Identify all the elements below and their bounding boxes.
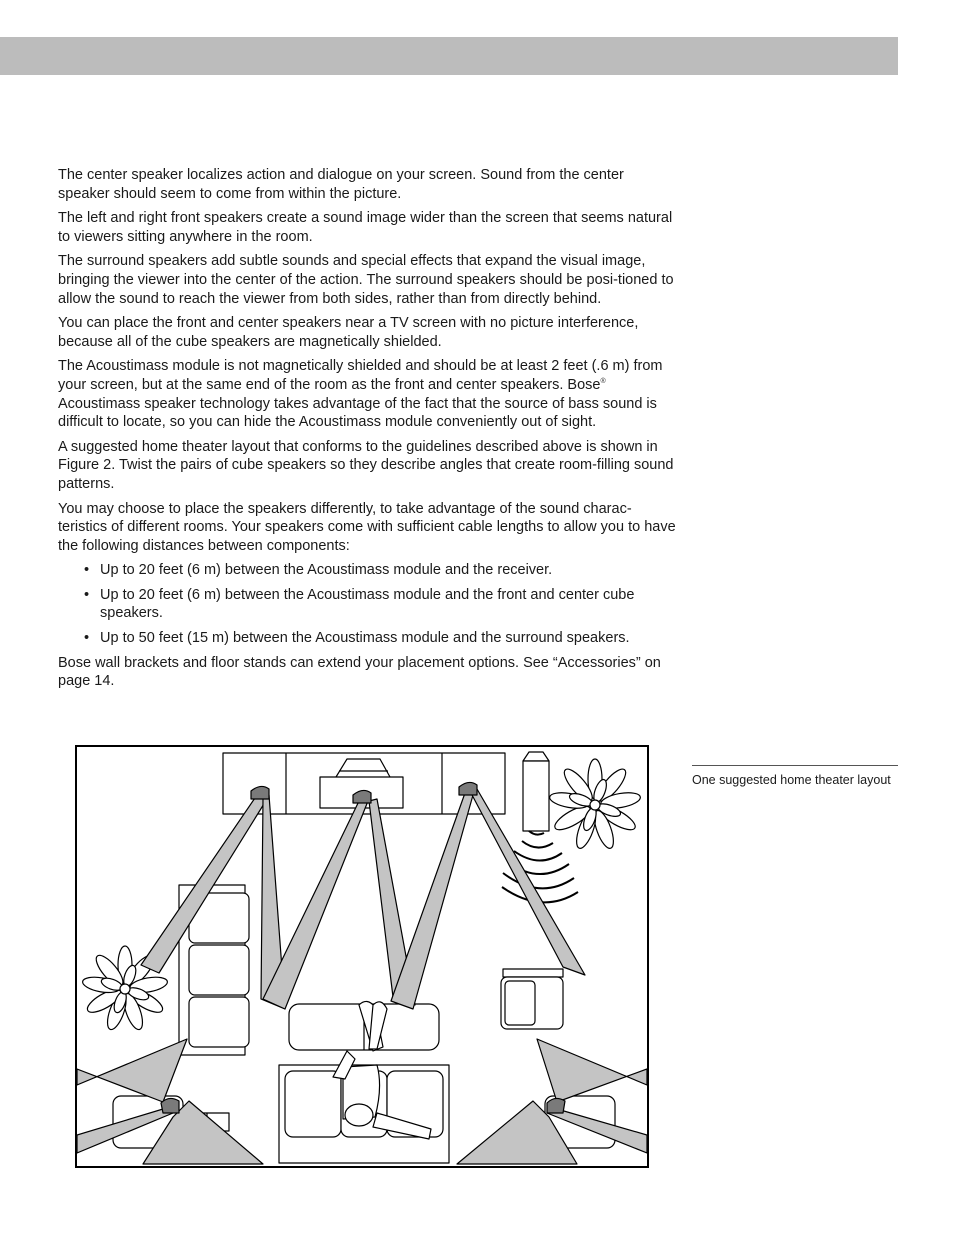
list-item-text: Up to 20 feet (6 m) between the Acoustimass module and the receiver. (100, 562, 553, 579)
registered-mark: ® (600, 378, 606, 386)
bullet-glyph: • (84, 586, 90, 603)
body-text (58, 166, 676, 697)
paragraph-center-speaker: The center speaker localizes action and dialogue on your screen. Sound from the center speaker should seem to come from within the picture. (58, 167, 624, 202)
list-item (58, 561, 676, 580)
paragraph-suggested-layout: A suggested home theater layout that conforms to the guidelines described above is shown in Figure 2. Twist the pairs of cube speakers so they describe angles that create room-filling sound patterns. (58, 438, 674, 492)
header-band (0, 37, 898, 75)
paragraph-magnetic-shielding: You can place the front and center speakers near a TV screen with no picture interference, because all of the cube speakers are magnetically shielded. (58, 315, 639, 350)
paragraph-acoustimass-module (58, 357, 676, 431)
paragraph-surround-speakers: The surround speakers add subtle sounds and special effects that expand the visual image, bringing the viewer into the center of the action. The surround speakers should be posi-tioned to allow the sound to reach the viewer from both sides, rather than from directly behind. (58, 253, 674, 307)
paragraph-front-speakers: The left and right front speakers create a sound image wider than the screen that seems natural to viewers sitting anywhere in the room. (58, 210, 673, 245)
armchair (501, 969, 563, 1029)
list-item-text: Up to 50 feet (15 m) between the Acoustimass module and the surround speakers. (100, 630, 630, 647)
room-layout-diagram (77, 747, 647, 1166)
list-item (58, 629, 676, 648)
acoustimass-text-2: Acoustimass speaker technology takes advantage of the fact that the source of bass sound is difficult to locate, so you can hide the Acoustimass module conveniently out of sight. (58, 395, 657, 431)
plant-icon (548, 759, 641, 851)
distance-list (58, 561, 676, 647)
caption-rule (692, 765, 898, 766)
list-item-text: Up to 20 feet (6 m) between the Acoustimass module and the front and center cube speakers. (100, 586, 635, 622)
bullet-glyph: • (84, 562, 90, 579)
acoustimass-module (523, 752, 549, 831)
paragraph-accessories: Bose wall brackets and floor stands can extend your placement options. See “Accessories” on page 14. (58, 654, 661, 690)
figure-caption: One suggested home theater layout (692, 773, 891, 787)
paragraph-cable-lengths: You may choose to place the speakers differently, to take advantage of the sound charac-teristics of different rooms. Your speakers come with sufficient cable lengths to allow you to have the following distances between components: (58, 500, 676, 554)
bullet-glyph: • (84, 630, 90, 647)
acoustimass-text-1: The Acoustimass module is not magnetically shielded and should be at least 2 feet (.6 m) from your screen, but at the same end of the room as the front and center speakers. Bose (58, 358, 663, 393)
home-theater-layout-figure (75, 745, 649, 1168)
list-item (58, 586, 676, 623)
